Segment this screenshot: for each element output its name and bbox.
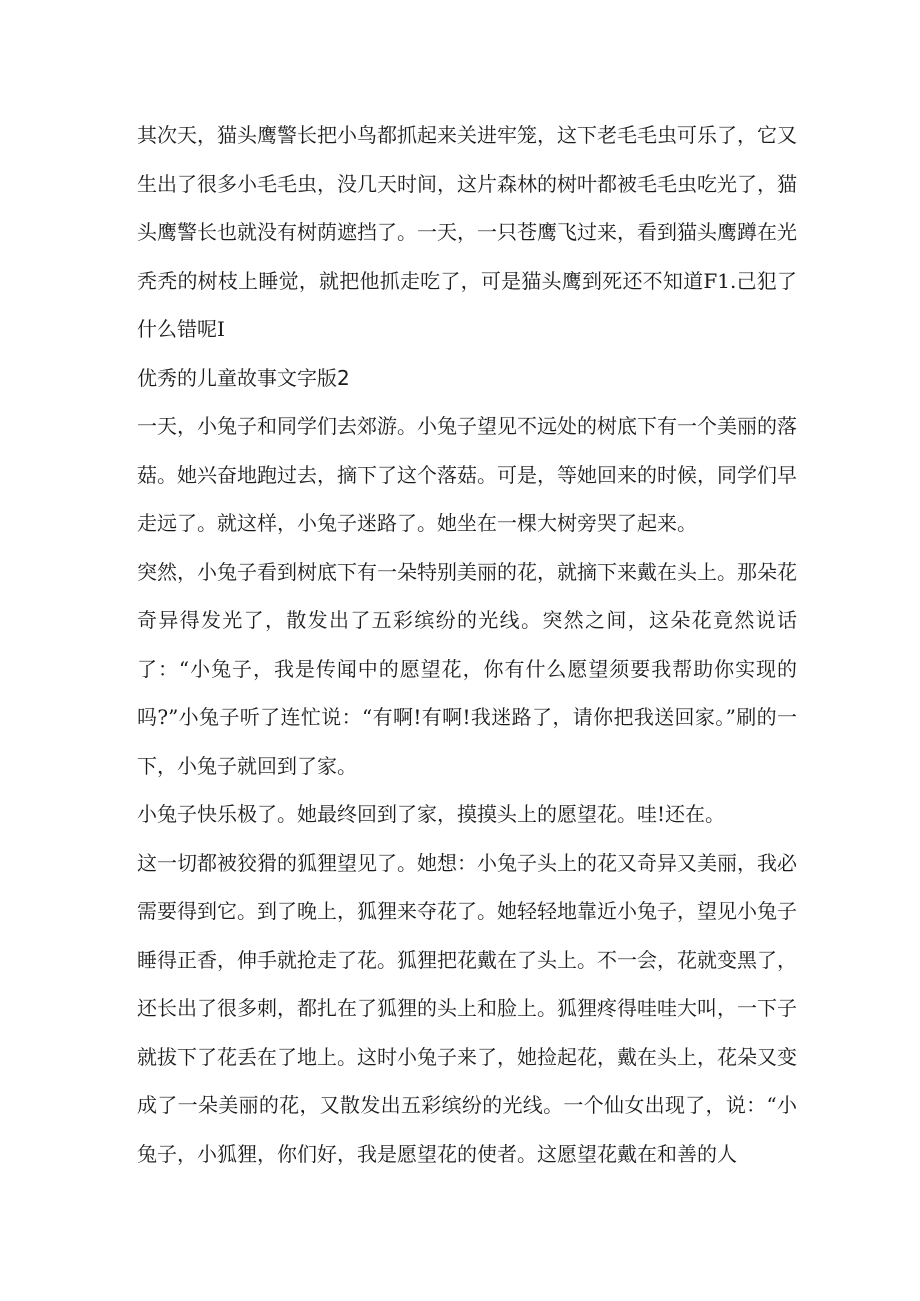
paragraph-rabbit-lost: 一天，小兔子和同学们去郊游。小兔子望见不远处的树底下有一个美丽的落菇。她兴奋地跑过去，摘下了这个落菇。可是，等她回来的时候，同学们早走远了。就这样，小兔子迷路了。她坐在一棵大树旁哭了起来。 bbox=[137, 414, 797, 535]
paragraph-owl-ending: 其次天，猫头鹰警长把小鸟都抓起来关进牢笼，这下老毛毛虫可乐了，它又生出了很多小毛毛虫，没几天时间，这片森林的树叶都被毛毛虫吃光了，猫头鹰警长也就没有树荫遮挡了。一天，一只苍鹰飞过来，看到猫头鹰蹲在光秃秃的树枝上睡觉，就把他抓走吃了，可是猫头鹰到死还不知道F1.己犯了什么错呢I bbox=[137, 123, 797, 341]
story-heading: 优秀的儿童故事文字版2 bbox=[137, 365, 350, 390]
document-body bbox=[137, 111, 797, 1178]
paragraph-rabbit-home: 小兔子快乐极了。她最终回到了家，摸摸头上的愿望花。哇!还在。 bbox=[137, 802, 726, 826]
paragraph-wish-flower: 突然，小兔子看到树底下有一朵特别美丽的花，就摘下来戴在头上。那朵花奇异得发光了，散发出了五彩缤纷的光线。突然之间，这朵花竟然说话了：“小兔子，我是传闻中的愿望花，你有什么愿望须要我帮助你实现的吗?”小兔子听了连忙说：“有啊!有啊!我迷路了，请你把我送回家。”刷的一下，小兔子就回到了家。 bbox=[137, 559, 797, 778]
paragraph-fox-steals: 这一切都被狡猾的狐狸望见了。她想：小兔子头上的花又奇异又美丽，我必需要得到它。到了晚上，狐狸来夺花了。她轻轻地靠近小兔子，望见小兔子睡得正香，伸手就抢走了花。狐狸把花戴在了头上。不一会，花就变黑了，还长出了很多刺，都扎在了狐狸的头上和脸上。狐狸疼得哇哇大叫，一下子就拔下了花丢在了地上。这时小兔子来了，她捡起花，戴在头上，花朵又变成了一朵美丽的花，又散发出五彩缤纷的光线。一个仙女出现了，说：“小兔子，小狐狸，你们好，我是愿望花的使者。这愿望花戴在和善的人 bbox=[137, 850, 797, 1166]
